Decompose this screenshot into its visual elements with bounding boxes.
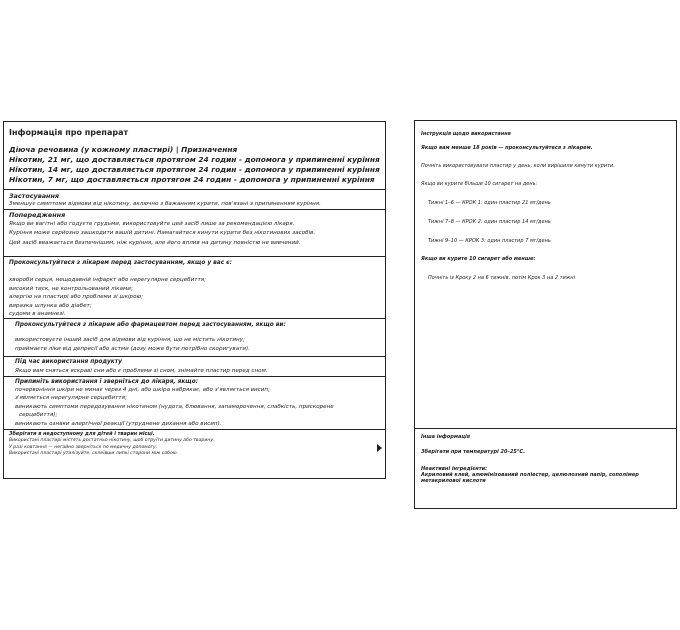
directions-section [415,121,676,429]
ask-pharmacist-item: приймаєте ліки від депресії або астми (дозу може бути потрібно скоригувати). [15,346,250,352]
ask-doctor-header: Проконсультуйтеся з лікарем перед застосуванням, якщо у вас є: [9,260,232,266]
directions-header: Інструкція щодо використання [421,131,511,137]
stop-use-item-cont: серцебиття); [19,412,58,419]
warning-line: Якщо ви вагітні або годуєте грудьми, використовуйте цей засіб лише за рекомендацією лікаря. [9,221,295,227]
stop-use-item: почервоніння шкіри не минає через 4 дні, або шкіра набрякає, або з'являється висип; [15,387,270,393]
inactive-ingredients-text: Акриловий клей, алюмінізований поліестер, целюлозний папір, сополімер метакрилової кислоти [421,472,639,484]
warning-line: Цей засіб вважається безпечнішим, ніж куріння, але його вплив на дитину повністю не вивчений. [9,239,301,246]
storage-line: Використані пластирі містять достатньо нікотину, щоб отруїти дитину або тварину. [9,438,215,443]
during-use-section [4,357,385,377]
storage-line: Використані пластирі утилізуйте, склеївши липкі сторони між собою. [9,451,179,457]
usage-section [4,190,385,210]
storage-section [4,430,385,459]
ask-doctor-item: судоми в анамнезі. [9,311,66,318]
nicotine-14mg-row: Нікотин, 14 мг, що доставляється протягом 24 годин - допомога у припиненні куріння [9,165,380,174]
stop-use-item: виникають симптоми передозування нікотином (нудота, блювання, запаморочення, слабкість, прискорене [15,403,334,410]
usage-header: Застосування [9,192,59,200]
warning-line: Куріння може серйозно зашкодити вашій дитині. Намагайтеся кинути курити без нікотинових засобів. [9,230,316,237]
ask-doctor-section [4,257,385,319]
storage-header: Зберігати в недоступному для дітей і тварин місці. [9,431,155,437]
under-10-header: Якщо ви курите 10 сигарет або менше: [421,256,536,262]
warnings-header: Попередження [9,211,66,219]
ask-pharmacist-header: Проконсультуйтеся з лікарем або фармацевтом перед застосуванням, якщо ви: [15,322,286,328]
under-10-text: Почніть із Кроку 2 на 6 тижнів, потім Крок 3 на 2 тижні [428,275,575,281]
warnings-section [4,210,385,257]
stop-use-header: Припиніть використання і зверніться до лікаря, якщо: [15,379,199,385]
ask-doctor-item: алергію на пластирі або проблеми зі шкірою; [9,294,144,301]
stop-use-item: з'являється нерегулярне серцебиття; [15,395,127,402]
ask-doctor-item: хвороби серця, нещодавній інфаркт або нерегулярне серцебиття; [9,277,207,283]
other-info-section [415,429,676,489]
stop-use-item: виникають ознаки алергічної реакції (утруднене дихання або висип). [15,420,222,427]
continue-arrow-icon [377,444,382,452]
step-3-line: Тижні 9–10 — КРОК 3: один пластир 7 мг/день [428,238,551,244]
during-use-text: Якщо вам сняться яскраві сни або є проблеми зі сном, знімайте пластир перед сном. [15,368,268,374]
inactive-ingredients-header: Неактивні інгредієнти: [421,466,488,472]
start-note: Почніть використовувати пластир у день, коли вирішили кинути курити. [421,163,615,169]
usage-text: Зменшує симптоми відмови від нікотину, включно з бажанням курити, пов'язані з припиненням куріння. [9,201,321,207]
nicotine-21mg-row: Нікотин, 21 мг, що доставляється протягом 24 годин - допомога у припиненні куріння [9,155,380,164]
nicotine-7mg-row: Нікотин, 7 мг, що доставляється протягом 24 годин - допомога у припиненні куріння [9,175,375,184]
ask-pharmacist-item: використовуєте інший засіб для відмови від куріння, що не містить нікотину; [15,337,245,343]
during-use-header: Під час використання продукту [15,359,122,365]
drug-info-section [4,122,385,190]
storage-line: У разі ковтання — негайно зверніться по медичну допомогу. [9,444,158,450]
storage-temp: Зберігати при температурі 20–25°C. [421,449,525,455]
drug-info-header: Інформація про препарат [9,128,129,137]
ask-doctor-item: виразка шлунка або діабет; [9,302,92,309]
over-10-header: Якщо ви курите більше 10 сигарет на день: [421,181,538,187]
ask-pharmacist-section [4,319,385,357]
step-2-line: Тижні 7–8 — КРОК 2: один пластир 14 мг/день [428,219,551,225]
ask-doctor-item: високий тиск, не контрольований ліками; [9,285,133,292]
step-1-line: Тижні 1–6 — КРОК 1: один пластир 21 мг/день [428,200,551,206]
drug-facts-right-panel [414,120,677,509]
stop-use-section [4,377,385,430]
under-18-note: Якщо вам менше 18 років — проконсультуйтеся з лікарем. [421,145,593,151]
other-info-header: Інша інформація [421,434,470,440]
active-ingredient-header: Діюча речовина (у кожному пластирі) | Призначення [9,145,238,154]
drug-facts-left-panel [3,121,386,479]
